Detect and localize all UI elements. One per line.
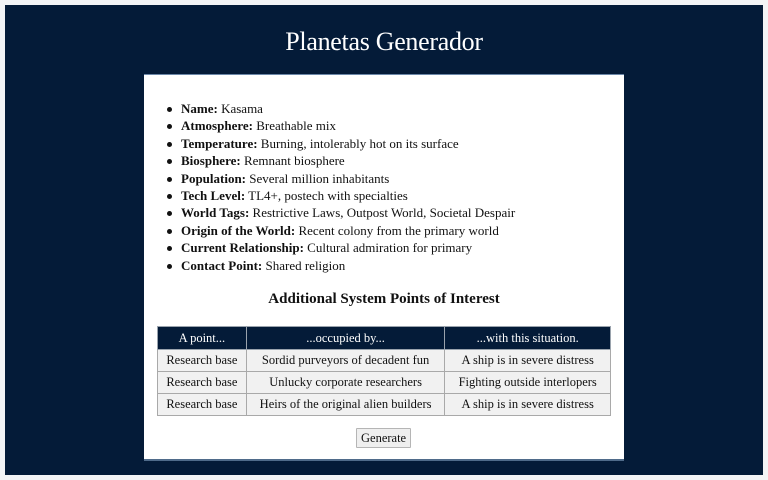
property-label: Origin of the World:: [181, 222, 296, 238]
table-header-row: [158, 327, 611, 350]
property-label: Population:: [181, 170, 247, 186]
bullet-icon: [167, 229, 172, 234]
cell-occupied: Unlucky corporate researchers: [246, 372, 445, 394]
property-label: Current Relationship:: [181, 240, 304, 256]
property-value: Kasama: [221, 101, 263, 116]
property-value: Breathable mix: [256, 118, 337, 134]
bullet-icon: [167, 142, 172, 147]
property-relationship: [166, 239, 515, 256]
page-title: Planetas Generador: [285, 27, 483, 56]
column-header-occupied: ...occupied by...: [246, 327, 445, 350]
property-population: [166, 170, 515, 187]
property-label: Temperature:: [181, 135, 258, 151]
property-label: World Tags:: [181, 205, 250, 221]
cell-occupied: Heirs of the original alien builders: [246, 394, 445, 416]
column-header-point: A point...: [158, 327, 247, 350]
property-value: Burning, intolerably hot on its surface: [260, 135, 459, 151]
poi-heading: Additional System Points of Interest: [268, 291, 500, 307]
bullet-icon: [167, 107, 172, 112]
planet-card: [144, 74, 624, 461]
property-label: Tech Level:: [181, 187, 246, 203]
property-atmosphere: [166, 117, 515, 134]
property-origin: [166, 222, 515, 239]
bullet-icon: [167, 124, 172, 129]
generate-button[interactable]: Generate: [356, 428, 411, 448]
property-label: Atmosphere:: [181, 118, 253, 134]
property-value: Several million inhabitants: [249, 170, 390, 186]
table-row: [158, 350, 611, 372]
property-value: TL4+, postech with specialties: [248, 187, 408, 203]
property-value: Restrictive Laws, Outpost World, Societal Despair: [252, 205, 516, 221]
property-label: Biosphere:: [181, 153, 241, 169]
property-label: Name:: [181, 101, 218, 116]
cell-point: Research base: [158, 372, 247, 394]
poi-table: [157, 326, 611, 416]
property-world-tags: [166, 204, 515, 221]
cell-situation: A ship is in severe distress: [445, 350, 611, 372]
property-value: Remnant biosphere: [243, 153, 345, 169]
table-row: [158, 372, 611, 394]
cell-point: Research base: [158, 350, 247, 372]
property-temperature: [166, 135, 515, 152]
property-value: Cultural admiration for primary: [307, 240, 473, 256]
bullet-icon: [167, 177, 172, 182]
bullet-icon: [167, 211, 172, 216]
bullet-icon: [167, 246, 172, 251]
bullet-icon: [167, 194, 172, 199]
planet-properties-list: [166, 100, 515, 274]
page-frame: [5, 5, 763, 475]
property-value: Shared religion: [265, 257, 346, 273]
property-contact-point: [166, 257, 515, 274]
cell-point: Research base: [158, 394, 247, 416]
cell-occupied: Sordid purveyors of decadent fun: [246, 350, 445, 372]
property-biosphere: [166, 152, 515, 169]
bullet-icon: [167, 159, 172, 164]
cell-situation: A ship is in severe distress: [445, 394, 611, 416]
property-tech-level: [166, 187, 515, 204]
cell-situation: Fighting outside interlopers: [445, 372, 611, 394]
table-row: [158, 394, 611, 416]
property-name: [166, 100, 515, 117]
property-label: Contact Point:: [181, 257, 263, 273]
property-value: Recent colony from the primary world: [298, 222, 499, 238]
bullet-icon: [167, 264, 172, 269]
column-header-situation: ...with this situation.: [445, 327, 611, 350]
